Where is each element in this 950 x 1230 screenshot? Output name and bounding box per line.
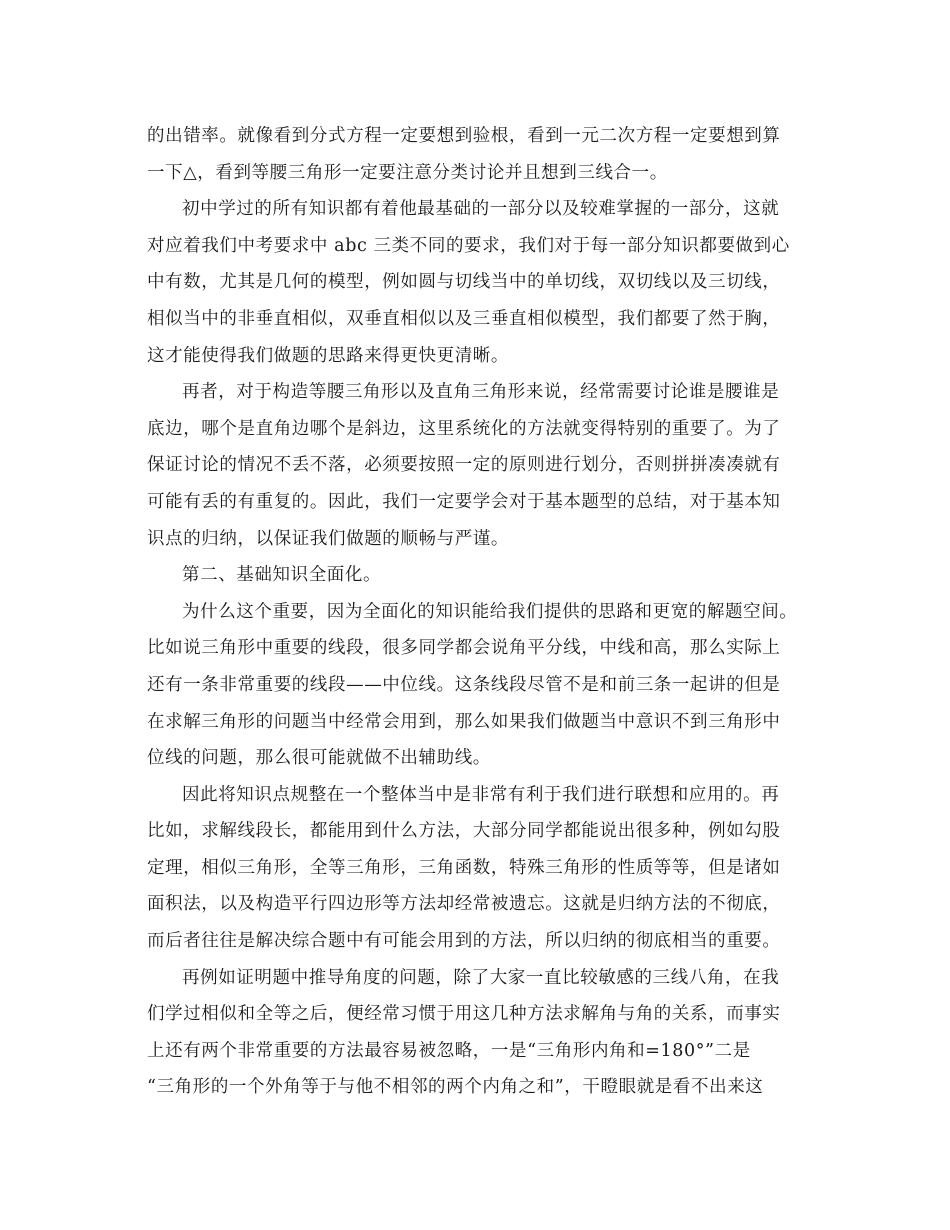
- text-line: 保证讨论的情况不丢不落，必须要按照一定的原则进行划分，否则拼拼凑凑就有: [147, 455, 781, 476]
- document-body: [147, 118, 807, 1106]
- text-line: 面积法，以及构造平行四边形等方法却经常被遗忘。这就是归纳方法的不彻底，: [147, 894, 781, 915]
- text-line: 上还有两个非常重要的方法最容易被忽略，一是“三角形内角和=180°”二是: [147, 1040, 751, 1061]
- text-line: “三角形的一个外角等于与他不相邻的两个内角之和”，干瞪眼就是看不出来这: [147, 1077, 764, 1098]
- text-line: 一下△，看到等腰三角形一定要注意分类讨论并且想到三线合一。: [147, 162, 668, 183]
- paragraph-start-line: 再例如证明题中推导角度的问题，除了大家一直比较敏感的三线八角，在我: [182, 967, 780, 988]
- text-line: 还有一条非常重要的线段——中位线。这条线段尽管不是和前三条一起讲的但是: [147, 674, 781, 695]
- paragraph-start-line: 再者，对于构造等腰三角形以及直角三角形来说，经常需要讨论谁是腰谁是: [182, 382, 780, 403]
- text-line: 而后者往往是解决综合题中有可能会用到的方法，所以归纳的彻底相当的重要。: [147, 931, 781, 952]
- text-line: 这才能使得我们做题的思路来得更快更清晰。: [147, 345, 509, 366]
- text-line: 底边，哪个是直角边哪个是斜边，这里系统化的方法就变得特别的重要了。为了: [147, 418, 781, 439]
- paragraph-start-line: 为什么这个重要，因为全面化的知识能给我们提供的思路和更宽的解题空间。: [182, 601, 798, 622]
- text-line: 的出错率。就像看到分式方程一定要想到验根，看到一元二次方程一定要想到算: [147, 126, 781, 146]
- section-heading: 第二、基础知识全面化。: [182, 565, 382, 586]
- text-line: 比如说三角形中重要的线段，很多同学都会说角平分线，中线和高，那么实际上: [147, 638, 781, 659]
- text-line: 比如，求解线段长，都能用到什么方法，大部分同学都能说出很多种，例如勾股: [147, 821, 781, 842]
- paragraph-start-line: 因此将知识点规整在一个整体当中是非常有利于我们进行联想和应用的。再: [182, 784, 780, 805]
- text-line: 位线的问题，那么很可能就做不出辅助线。: [147, 748, 491, 769]
- text-line: 对应着我们中考要求中 abc 三类不同的要求，我们对于每一部分知识都要做到心: [147, 235, 790, 256]
- text-line: 识点的归纳，以保证我们做题的顺畅与严谨。: [147, 528, 509, 549]
- text-line: 可能有丢的有重复的。因此，我们一定要学会对于基本题型的总结，对于基本知: [147, 491, 781, 512]
- text-line: 定理，相似三角形，全等三角形，三角函数，特殊三角形的性质等等，但是诸如: [147, 857, 781, 878]
- text-line: 们学过相似和全等之后，便经常习惯于用这几种方法求解角与角的关系，而事实: [147, 1004, 781, 1025]
- paragraph-start-line: 初中学过的所有知识都有着他最基础的一部分以及较难掌握的一部分，这就: [182, 199, 780, 220]
- text-line: 中有数，尤其是几何的模型，例如圆与切线当中的单切线，双切线以及三切线，: [147, 272, 781, 293]
- text-line: 在求解三角形的问题当中经常会用到，那么如果我们做题当中意识不到三角形中: [147, 711, 781, 732]
- text-line: 相似当中的非垂直相似，双垂直相似以及三垂直相似模型，我们都要了然于胸，: [147, 308, 781, 329]
